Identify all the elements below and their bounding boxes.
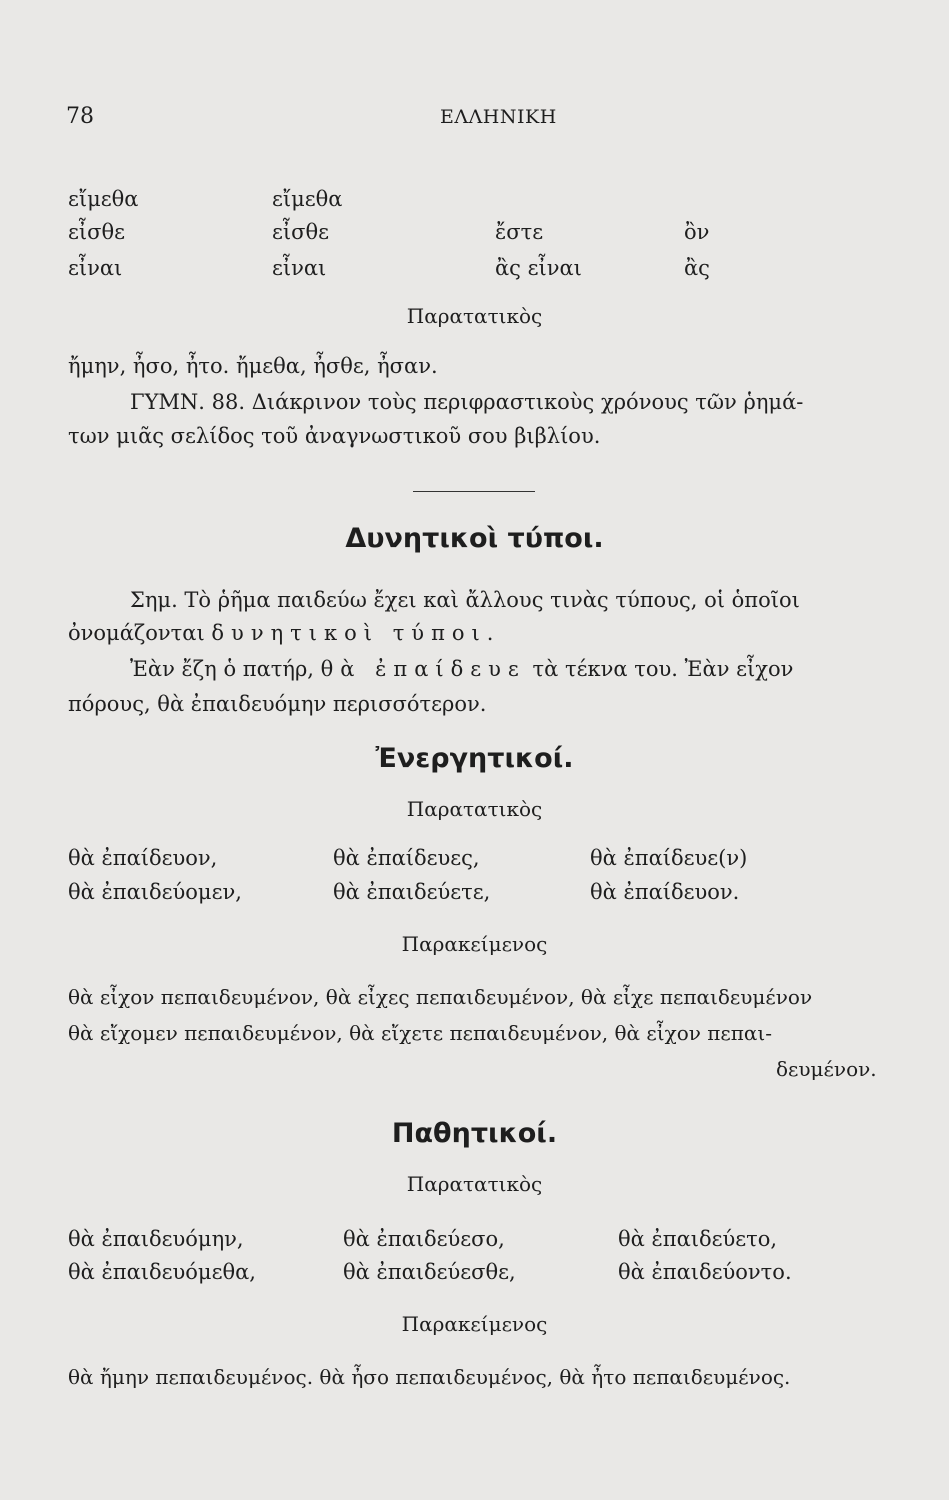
table-cell: εἶσθε bbox=[272, 220, 329, 244]
conjugation-cell: θὰ ἐπαιδεύετε, bbox=[333, 880, 491, 904]
conjugation-cell: θὰ ἐπαιδεύεσθε, bbox=[343, 1260, 516, 1284]
subheading-perfect: Παρακείμενος bbox=[401, 1312, 548, 1336]
table-cell: ἂς bbox=[684, 256, 710, 280]
conjugation-cell: θὰ ἐπαιδεύοντο. bbox=[618, 1260, 792, 1284]
section-divider bbox=[413, 491, 535, 492]
imperfect-forms: ἤμην, ἦσο, ἦτο. ἤμεθα, ἦσθε, ἦσαν. bbox=[68, 354, 438, 378]
conjugation-cell: θὰ ἐπαίδευες, bbox=[333, 846, 480, 870]
example-text: τὰ τέκνα του. Ἐὰν εἶχον bbox=[532, 657, 794, 681]
note-line bbox=[68, 621, 500, 645]
emphasized-term: δυνητικοὶ τύποι. bbox=[211, 621, 501, 645]
subheading-imperfect: Παρατατικὸς bbox=[406, 1172, 543, 1196]
example-line bbox=[130, 657, 793, 681]
table-cell: ἔστε bbox=[495, 220, 544, 244]
subheading-imperfect: Παρατατικὸς bbox=[406, 304, 543, 328]
conjugation-cell: θὰ ἐπαιδευόμεθα, bbox=[68, 1260, 256, 1284]
example-text: Ἐὰν ἔζη ὁ πατήρ, bbox=[130, 657, 314, 681]
conjugation-cell: θὰ ἐπαιδεύομεν, bbox=[68, 880, 242, 904]
table-cell: εἶναι bbox=[272, 256, 327, 280]
conjugation-cell: θὰ ἐπαιδευόμην, bbox=[68, 1227, 244, 1251]
exercise-line: των μιᾶς σελίδος τοῦ ἀναγνωστικοῦ σου βιβλίου. bbox=[68, 424, 601, 448]
perfect-line: δευμένον. bbox=[776, 1057, 877, 1081]
table-cell: ἂς εἶναι bbox=[495, 256, 582, 280]
conjugation-cell: θὰ ἐπαίδευον, bbox=[68, 846, 218, 870]
perfect-line: θὰ εἶχον πεπαιδευμένον, θὰ εἶχες πεπαιδευμένον, θὰ εἶχε πεπαιδευμένον bbox=[68, 985, 813, 1009]
section-title-pathetikoi: Παθητικοί. bbox=[391, 1118, 558, 1149]
perfect-line: θὰ ἤμην πεπαιδευμένος. θὰ ἦσο πεπαιδευμένος, θὰ ἦτο πεπαιδευμένος. bbox=[68, 1365, 791, 1389]
table-cell: εἶναι bbox=[68, 256, 123, 280]
note-line: Σημ. Τὸ ῥῆμα παιδεύω ἔχει καὶ ἄλλους τινὰς τύπους, οἱ ὁποῖοι bbox=[130, 588, 800, 612]
table-cell: ὂν bbox=[684, 220, 710, 244]
note-text: ὀνομάζονται bbox=[68, 621, 205, 645]
conjugation-cell: θὰ ἐπαιδεύετο, bbox=[618, 1227, 778, 1251]
conjugation-cell: θὰ ἐπαιδεύεσο, bbox=[343, 1227, 505, 1251]
subheading-imperfect: Παρατατικὸς bbox=[406, 797, 543, 821]
table-cell: εἶσθε bbox=[68, 220, 125, 244]
example-line: πόρους, θὰ ἐπαιδευόμην περισσότερον. bbox=[68, 692, 487, 716]
emphasized-term: θὰ ἐπαίδευε bbox=[320, 657, 526, 681]
running-title: ΕΛΛΗΝΙΚΗ bbox=[440, 106, 557, 128]
section-title-energetikoi: Ἐνεργητικοί. bbox=[375, 743, 574, 774]
conjugation-cell: θὰ ἐπαίδευε(ν) bbox=[590, 846, 748, 870]
page-header bbox=[0, 104, 949, 144]
subheading-perfect: Παρακείμενος bbox=[401, 932, 548, 956]
page-number: 78 bbox=[66, 104, 94, 129]
exercise-line: ΓΥΜΝ. 88. Διάκρινον τοὺς περιφραστικοὺς χρόνους τῶν ῥημά- bbox=[130, 390, 804, 414]
section-title-dynetikoi: Δυνητικοὶ τύποι. bbox=[345, 523, 604, 554]
table-cell: εἴμεθα bbox=[68, 187, 139, 211]
perfect-line: θὰ εἴχομεν πεπαιδευμένον, θὰ εἴχετε πεπαιδευμένον, θὰ εἶχον πεπαι- bbox=[68, 1021, 773, 1045]
table-cell: εἴμεθα bbox=[272, 187, 343, 211]
conjugation-cell: θὰ ἐπαίδευον. bbox=[590, 880, 740, 904]
